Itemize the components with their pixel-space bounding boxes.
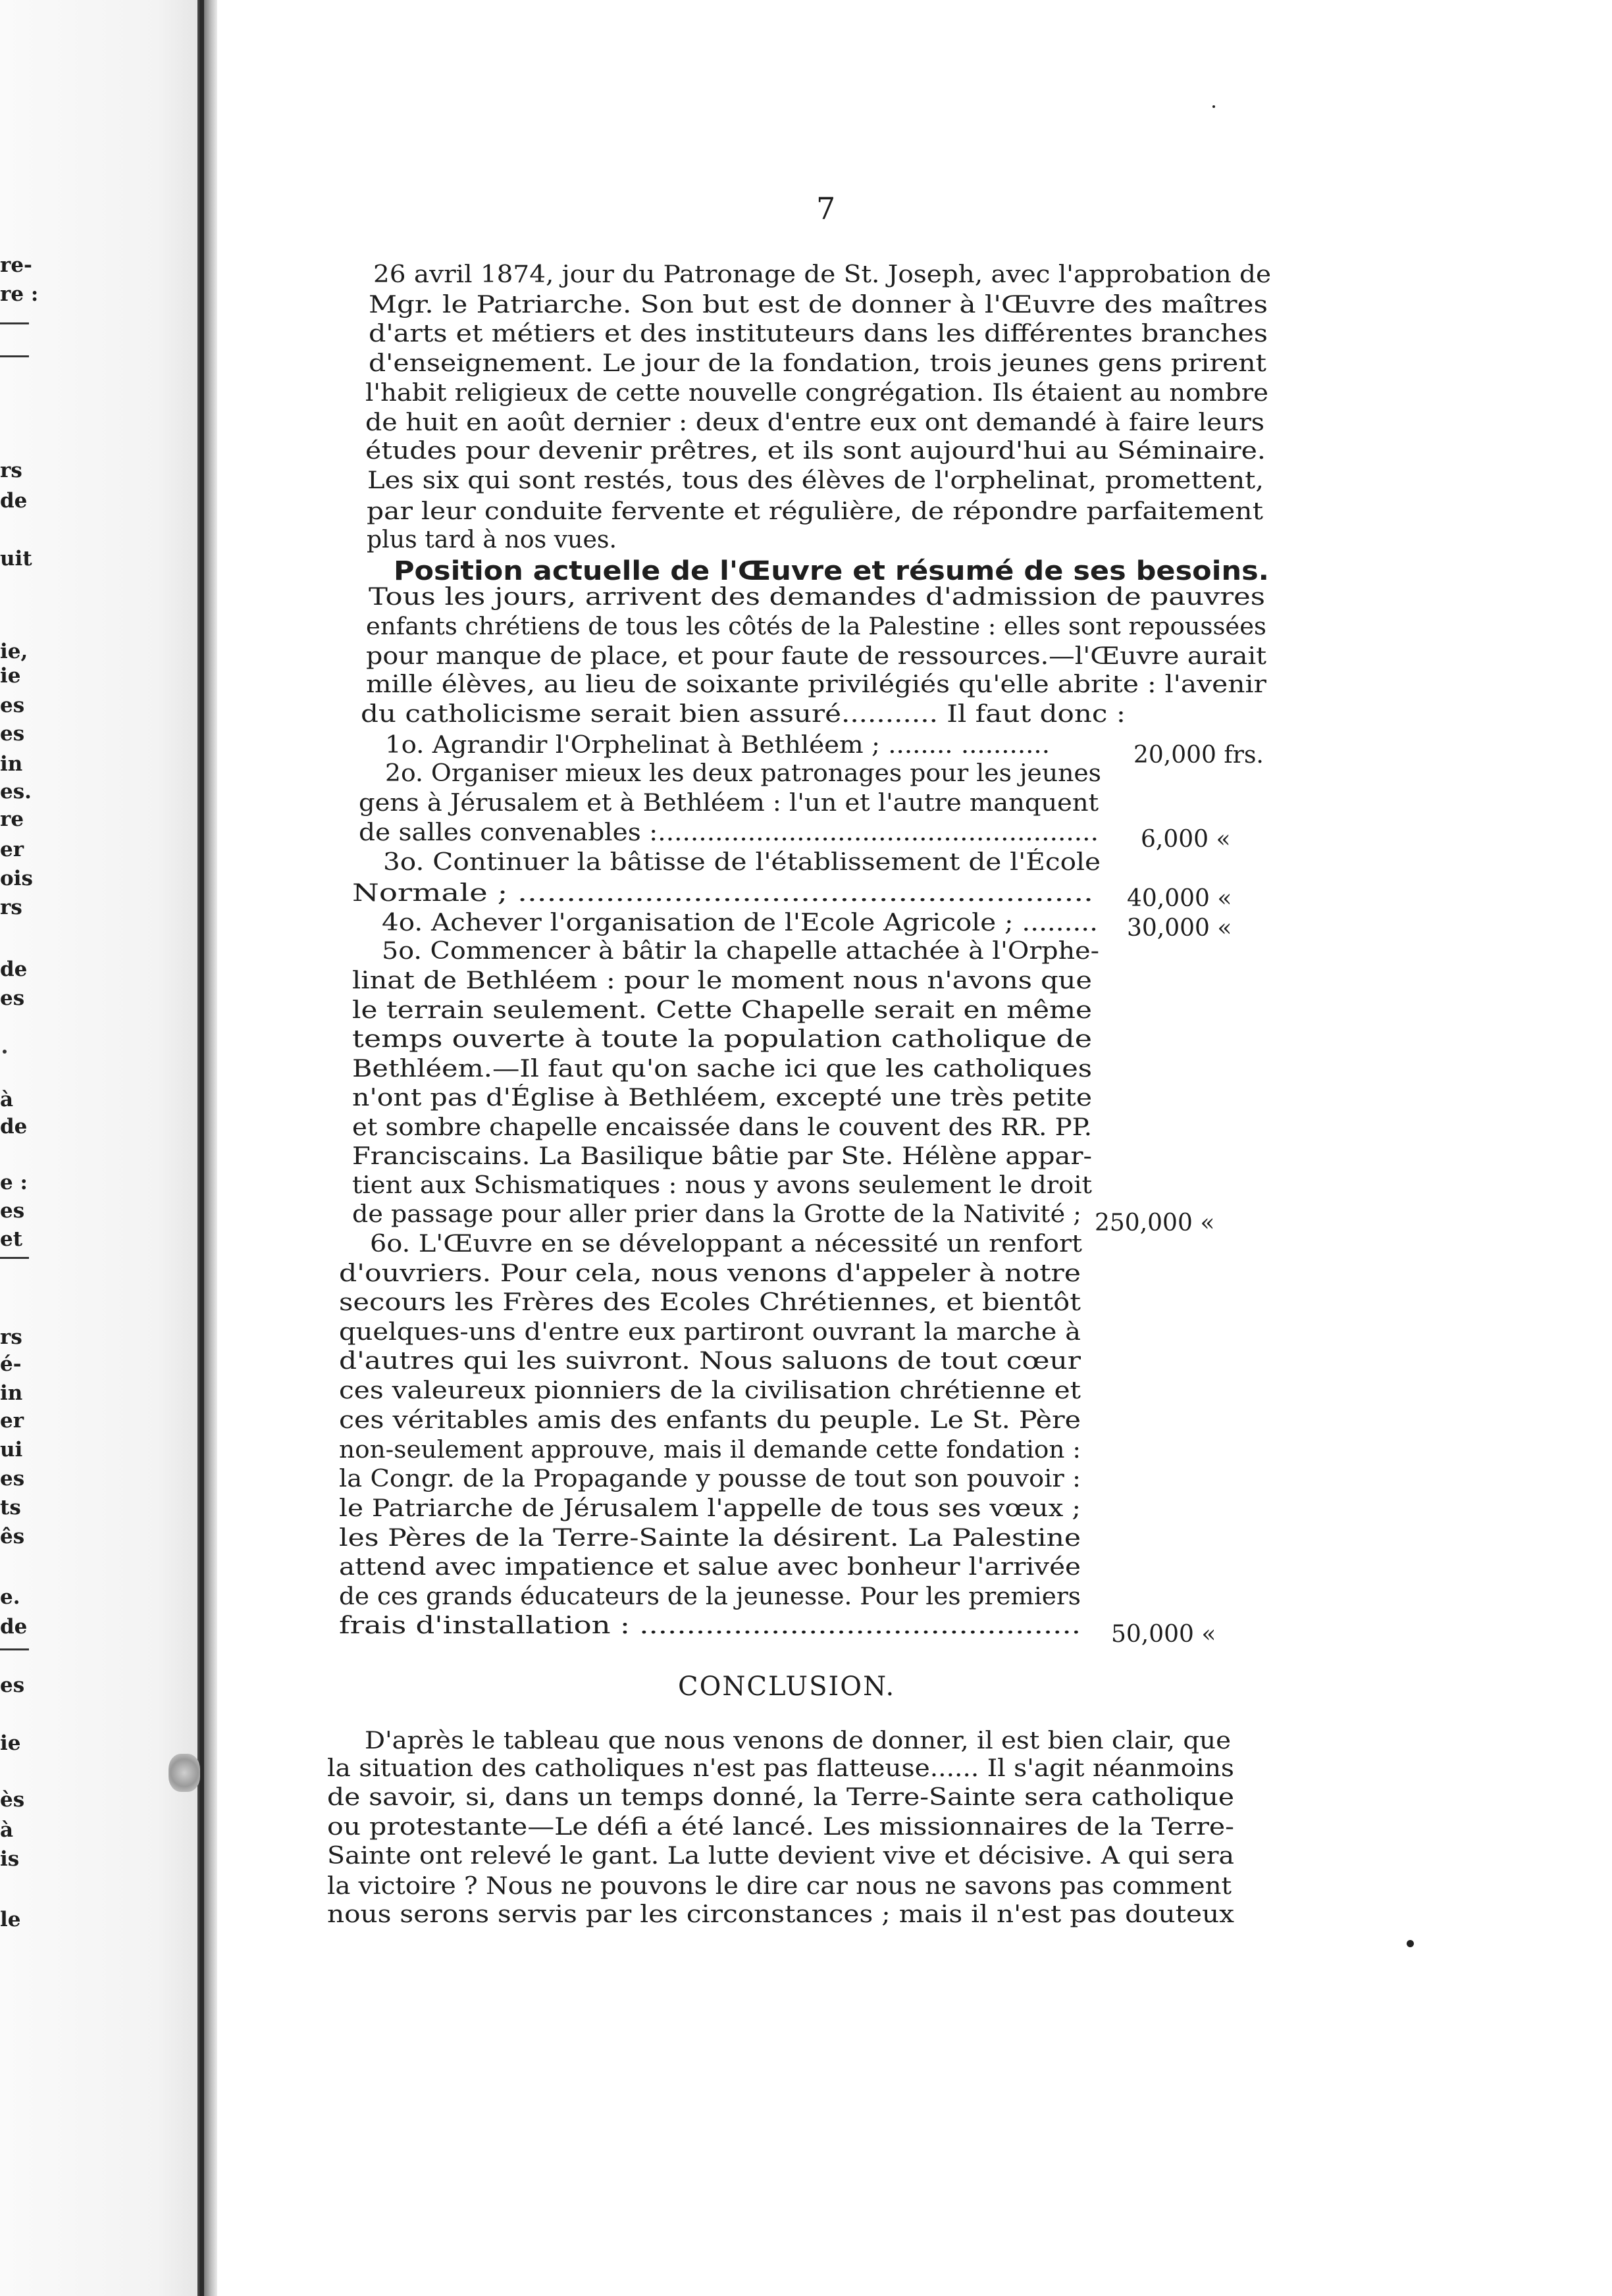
left-page-rule <box>0 1257 29 1259</box>
needs-item-amount: 20,000 frs. <box>1133 742 1264 769</box>
left-page-fragment: re : <box>0 282 39 306</box>
left-page-fragment: es <box>0 1673 25 1697</box>
ink-speck <box>1212 105 1215 108</box>
needs-item-line: secours les Frères des Ecoles Chrétiennes, et bientôt <box>339 1289 1081 1316</box>
needs-item-line: temps ouverte à toute la population catholique de <box>352 1026 1092 1053</box>
left-page-fragment: de <box>0 489 28 513</box>
paragraph-line: d'arts et métiers et des instituteurs dans les différentes branches <box>369 320 1268 347</box>
left-page-fragment: ts <box>0 1496 21 1519</box>
paragraph-line: Mgr. le Patriarche. Son but est de donner à l'Œuvre des maîtres <box>369 292 1268 319</box>
needs-item-line: la Congr. de la Propagande y pousse de tout son pouvoir : <box>339 1466 1081 1492</box>
left-page-fragment: ois <box>0 867 33 890</box>
left-page-speck <box>3 1050 7 1054</box>
conclusion-line: D'après le tableau que nous venons de donner, il est bien clair, que <box>365 1727 1231 1754</box>
needs-item-amount: 250,000 « <box>1095 1210 1215 1237</box>
needs-item-line: 1o. Agrandir l'Orphelinat à Bethléem ; ........ ........... <box>385 732 1050 759</box>
left-page-fragment: de <box>0 1615 28 1639</box>
needs-item-line: d'ouvriers. Pour cela, nous venons d'appeler à notre <box>339 1260 1081 1287</box>
left-page-fragment: e : <box>0 1171 28 1194</box>
paragraph-line: d'enseignement. Le jour de la fondation, trois jeunes gens prirent <box>369 350 1266 377</box>
paragraph-line: Les six qui sont restés, tous des élèves de l'orphelinat, promettent, <box>367 467 1264 494</box>
needs-item-line: linat de Bethléem : pour le moment nous n'avons que <box>352 967 1092 994</box>
needs-item-line: 6o. L'Œuvre en se développant a nécessité un renfort <box>370 1231 1082 1258</box>
left-page-rule <box>0 322 29 324</box>
left-page-fragment: é- <box>0 1352 22 1376</box>
left-page-fragment: à <box>0 1088 14 1111</box>
needs-item-line: 4o. Achever l'organisation de l'Ecole Agricole ; ......... <box>382 909 1098 936</box>
left-page-rule <box>0 1648 29 1650</box>
left-page-fragment: es <box>0 722 25 746</box>
left-page-fragment: ie <box>0 1731 21 1755</box>
needs-intro-line: Tous les jours, arrivent des demandes d'admission de pauvres <box>369 584 1265 611</box>
needs-item-line: de ces grands éducateurs de la jeunesse. Pour les premiers <box>339 1583 1081 1610</box>
left-page-fragment: à <box>0 1818 14 1842</box>
left-page-fragment: e. <box>0 1585 20 1609</box>
page-number: 7 <box>816 191 836 226</box>
left-page-fragment: es <box>0 1467 25 1491</box>
left-page-fragment: le <box>0 1908 21 1931</box>
needs-item-line: et sombre chapelle encaissée dans le couvent des RR. PP. <box>352 1114 1092 1141</box>
left-page-fragment: ie, <box>0 640 28 663</box>
needs-item-line: frais d'installation : ............................................... <box>339 1612 1081 1639</box>
needs-item-line: 2o. Organiser mieux les deux patronages pour les jeunes <box>385 760 1101 787</box>
conclusion-line: nous serons servis par les circonstances ; mais il n'est pas douteux <box>327 1901 1234 1928</box>
left-page-fragment: re- <box>0 253 32 277</box>
left-page-fragment: ès <box>0 1788 25 1812</box>
needs-item-line: de passage pour aller prier dans la Grotte de la Nativité ; <box>352 1201 1081 1228</box>
needs-item-line: d'autres qui les suivront. Nous saluons de tout cœur <box>339 1348 1081 1375</box>
paragraph-line: études pour devenir prêtres, et ils sont aujourd'hui au Séminaire. <box>365 438 1266 465</box>
needs-intro-line: enfants chrétiens de tous les côtés de la Palestine : elles sont repoussées <box>366 613 1266 640</box>
left-page-fragment: ie <box>0 664 21 688</box>
paragraph-line: par leur conduite fervente et régulière, de répondre parfaitement <box>367 498 1263 525</box>
conclusion-line: Sainte ont relevé le gant. La lutte devient vive et décisive. A qui sera <box>327 1843 1234 1870</box>
needs-item-line: attend avec impatience et salue avec bonheur l'arrivée <box>339 1554 1081 1581</box>
ink-speck <box>1407 1940 1414 1947</box>
needs-item-line: Normale ; ........................................................... <box>352 880 1093 907</box>
left-page-fragment: rs <box>0 896 22 919</box>
needs-item-line: gens à Jérusalem et à Bethléem : l'un et l'autre manquent <box>359 790 1099 817</box>
conclusion-line: la situation des catholiques n'est pas flatteuse...... Il s'agit néanmoins <box>327 1755 1235 1782</box>
needs-item-amount: 30,000 « <box>1127 915 1232 942</box>
left-page-fragment: er <box>0 838 24 861</box>
left-page-fragment: re <box>0 807 24 831</box>
left-page-fragment: in <box>0 752 23 776</box>
paragraph-line: de huit en août dernier : deux d'entre eux ont demandé à faire leurs <box>365 409 1264 436</box>
needs-item-amount: 50,000 « <box>1111 1621 1216 1648</box>
needs-item-line: Franciscains. La Basilique bâtie par Ste. Hélène appar- <box>352 1143 1092 1170</box>
left-page-fragment: rs <box>0 1325 22 1349</box>
paragraph-line: 26 avril 1874, jour du Patronage de St. Joseph, avec l'approbation de <box>373 261 1271 288</box>
left-page-fragment: uit <box>0 547 32 571</box>
paragraph-line: plus tard à nos vues. <box>367 526 617 553</box>
left-page-fragment: ui <box>0 1438 23 1462</box>
left-page-fragment: ês <box>0 1525 25 1548</box>
paragraph-line: l'habit religieux de cette nouvelle congrégation. Ils étaient au nombre <box>365 380 1268 407</box>
needs-item-amount: 6,000 « <box>1141 826 1231 853</box>
left-page-fragment: is <box>0 1847 20 1871</box>
needs-item-line: tient aux Schismatiques : nous y avons seulement le droit <box>352 1172 1092 1199</box>
left-page-fragment: de <box>0 1115 28 1138</box>
needs-item-line: n'ont pas d'Église à Bethléem, excepté une très petite <box>352 1084 1092 1111</box>
left-page-fragment: de <box>0 957 28 981</box>
left-facing-page <box>0 0 197 2296</box>
conclusion-line: la victoire ? Nous ne pouvons le dire car nous ne savons pas comment <box>327 1873 1232 1900</box>
needs-item-line: 3o. Continuer la bâtisse de l'établissement de l'École <box>383 849 1101 876</box>
needs-intro-line: du catholicisme serait bien assuré........... Il faut donc : <box>361 701 1126 728</box>
gutter-rule <box>199 0 204 2296</box>
left-page-fragment: et <box>0 1227 23 1251</box>
needs-item-line: les Pères de la Terre-Sainte la désirent. La Palestine <box>339 1525 1081 1552</box>
needs-item-line: 5o. Commencer à bâtir la chapelle attachée à l'Orphe- <box>382 938 1099 965</box>
left-page-fragment: es <box>0 986 25 1010</box>
needs-intro-line: mille élèves, au lieu de soixante privilégiés qu'elle abrite : l'avenir <box>366 671 1266 698</box>
needs-item-line: Bethléem.—Il faut qu'on sache ici que les catholiques <box>352 1056 1092 1083</box>
scan-blot <box>169 1754 200 1792</box>
conclusion-line: de savoir, si, dans un temps donné, la Terre-Sainte sera catholique <box>327 1784 1234 1811</box>
needs-item-amount: 40,000 « <box>1127 885 1232 912</box>
needs-intro-line: pour manque de place, et pour faute de ressources.—l'Œuvre aurait <box>366 643 1266 670</box>
left-page-fragment: es <box>0 694 25 717</box>
needs-item-line: ces véritables amis des enfants du peuple. Le St. Père <box>339 1407 1081 1434</box>
left-page-fragment: er <box>0 1409 24 1433</box>
conclusion-title: CONCLUSION. <box>678 1671 896 1702</box>
needs-item-line: le terrain seulement. Cette Chapelle serait en même <box>352 997 1092 1024</box>
conclusion-line: ou protestante—Le défi a été lancé. Les missionnaires de la Terre- <box>327 1814 1234 1841</box>
needs-item-line: non-seulement approuve, mais il demande cette fondation : <box>339 1437 1081 1464</box>
section-heading: Position actuelle de l'Œuvre et résumé de ses besoins. <box>394 556 1269 586</box>
left-page-fragment: es <box>0 1199 25 1223</box>
needs-item-line: quelques-uns d'entre eux partiront ouvrant la marche à <box>339 1319 1081 1346</box>
needs-item-line: le Patriarche de Jérusalem l'appelle de tous ses vœux ; <box>339 1495 1081 1522</box>
left-page-fragment: rs <box>0 459 22 482</box>
left-page-rule <box>0 355 29 357</box>
needs-item-line: de salles convenables :...................................................... <box>359 819 1099 846</box>
left-page-fragment: es. <box>0 780 32 804</box>
left-page-fragment: in <box>0 1381 23 1405</box>
needs-item-line: ces valeureux pionniers de la civilisation chrétienne et <box>339 1377 1081 1404</box>
